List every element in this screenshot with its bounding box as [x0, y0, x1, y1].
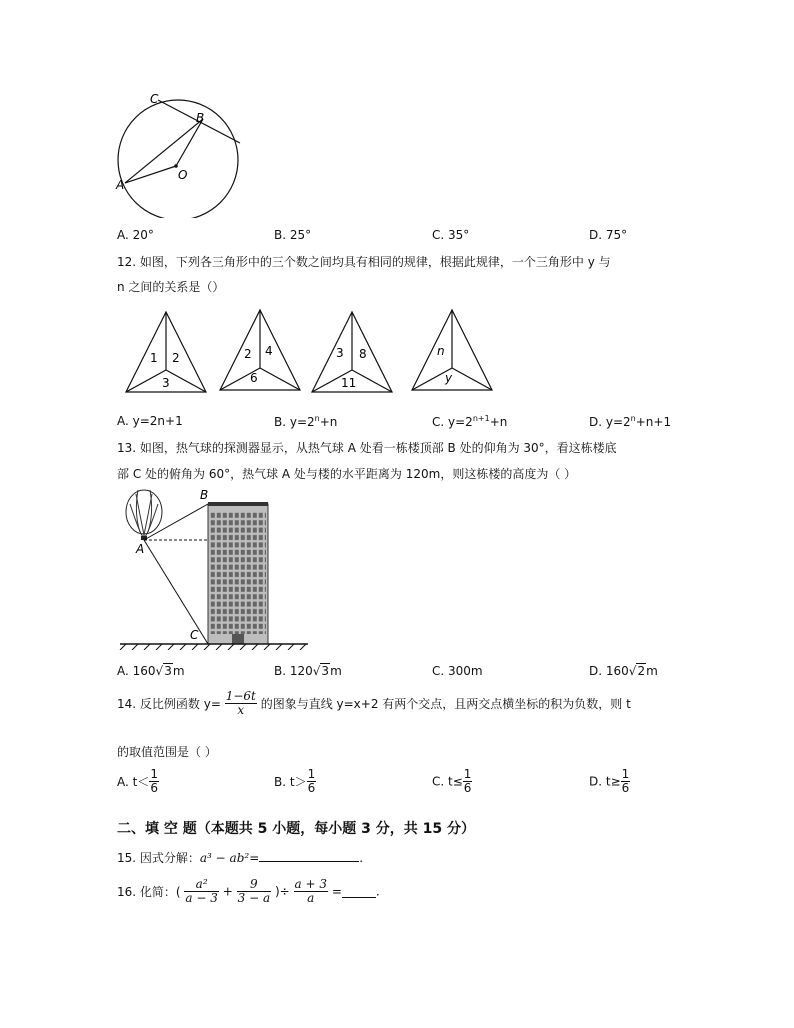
label-c: C	[190, 628, 199, 642]
circle	[118, 100, 238, 218]
ground-line	[120, 644, 308, 650]
q13-stem-line1: 13. 如图，热气球的探测器显示，从热气球 A 处看一栋楼顶部 B 处的仰角为 30°，看这栋楼底	[117, 441, 617, 455]
q11-option-a[interactable]: A. 20°	[117, 228, 154, 242]
chord-ab	[125, 119, 203, 183]
label-b: B	[196, 111, 205, 125]
q14-stem-line2: 的取值范围是（ ）	[117, 745, 217, 759]
triangle-2	[220, 310, 300, 390]
q13-option-c[interactable]: C. 300m	[432, 664, 483, 678]
radius-ob	[176, 119, 203, 166]
q11-circle-figure	[110, 86, 250, 218]
q15-line: 15. 因式分解：a³ − ab²= .	[117, 851, 364, 865]
q11-option-b[interactable]: B. 25°	[274, 228, 312, 242]
label-a: A	[116, 178, 125, 192]
radius-oa	[125, 166, 176, 183]
q16-line: 16. 化简：( $\frac{\text{a²}}{a - 3}$ + $\frac{9}{3 - a}$ )÷ $\frac{a + 3}{a}$ = .	[117, 877, 380, 906]
q16-answer-blank[interactable]	[342, 885, 376, 898]
q12-triangles-figure	[120, 308, 510, 398]
q13-option-a[interactable]: A. 160√3m	[117, 664, 185, 678]
triangle-1	[126, 312, 206, 392]
label-o: O	[178, 168, 188, 182]
svg-text:y: y	[445, 371, 453, 385]
triangle-3	[312, 312, 392, 392]
q13-option-d[interactable]: D. 160√2m	[589, 664, 658, 678]
svg-text:8: 8	[359, 347, 367, 361]
svg-text:n: n	[437, 344, 445, 358]
q12-stem-line2: n 之间的关系是（）	[117, 280, 225, 294]
section-2-heading: 二、填 空 题（本题共 5 小题，每小题 3 分，共 15 分）	[117, 821, 475, 837]
q14-option-d[interactable]: D. t≥ $\frac{1}{6}$	[589, 767, 630, 796]
q13-stem-line2: 部 C 处的俯角为 60°，热气球 A 处与楼的水平距离为 120m，则这栋楼的高度为（ ）	[117, 467, 577, 481]
q14-option-c[interactable]: C. t≤ $\frac{1}{6}$	[432, 767, 472, 796]
triangle-4	[412, 310, 492, 390]
q14-option-b[interactable]: B. t＞ $\frac{1}{6}$	[274, 767, 316, 796]
q13-option-b[interactable]: B. 120√3m	[274, 664, 342, 678]
sight-line-ac	[144, 540, 208, 644]
q12-option-b[interactable]: B. $y=2^n+n$	[274, 414, 338, 429]
q11-option-d[interactable]: D. 75°	[589, 228, 628, 242]
label-c: C	[150, 92, 159, 106]
q12-option-c[interactable]: C. $y=2^{n+1}+n$	[432, 414, 508, 429]
svg-text:1: 1	[150, 351, 158, 365]
svg-text:3: 3	[336, 346, 344, 360]
svg-text:2: 2	[172, 351, 180, 365]
q14-stem-line1: 14. 反比例函数 y= $\frac{1-6t}{x}$ 的图象与直线 y=x+2 有两个交点，且两交点横坐标的积为负数，则 t	[117, 689, 631, 718]
svg-text:4: 4	[265, 344, 273, 358]
svg-text:3: 3	[162, 376, 170, 390]
q11-option-c[interactable]: C. 35°	[432, 228, 470, 242]
svg-text:6: 6	[250, 371, 258, 385]
svg-text:2: 2	[244, 347, 252, 361]
q13-balloon-building-figure	[116, 486, 312, 650]
label-a: A	[136, 542, 145, 556]
q12-stem-line1: 12. 如图，下列各三角形中的三个数之间均具有相同的规律，根据此规律，一个三角形中 y 与	[117, 255, 611, 269]
label-b: B	[200, 488, 209, 502]
q12-option-d[interactable]: D. $y=2^n+n+1$	[589, 414, 672, 429]
q14-option-a[interactable]: A. t＜ $\frac{1}{6}$	[117, 767, 158, 796]
q15-answer-blank[interactable]	[259, 849, 359, 862]
q12-option-a[interactable]: A. y=2n+1	[117, 414, 183, 428]
building	[208, 502, 268, 644]
svg-text:11: 11	[341, 376, 357, 390]
